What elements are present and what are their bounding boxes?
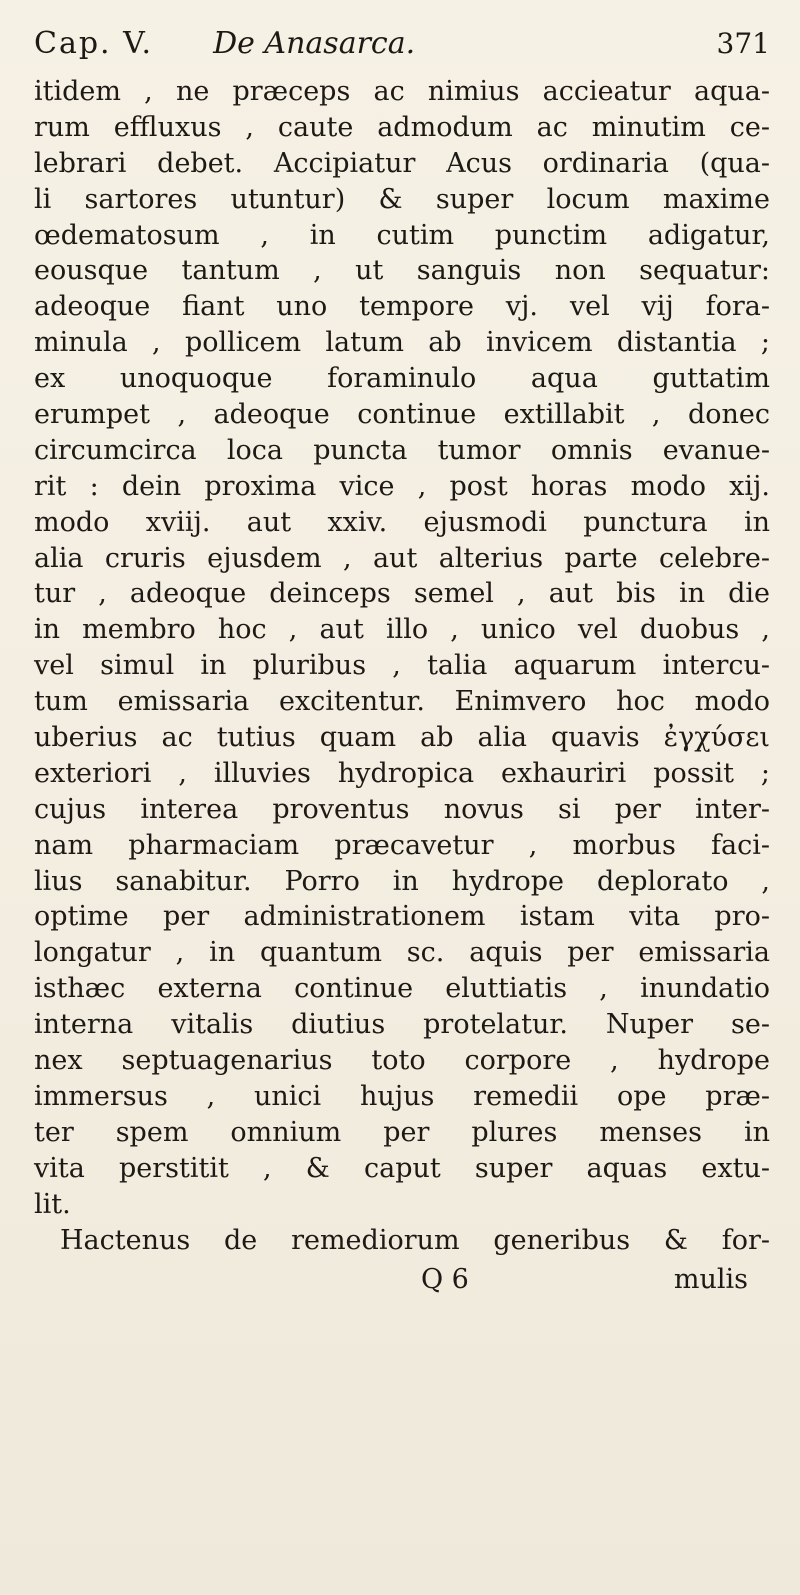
text-line: nam pharmaciam præcavetur , morbus faci- [34, 829, 770, 861]
text-line: itidem , ne præceps ac nimius accieatur aqua- [34, 76, 770, 107]
text-line-paragraph-end: lit. [34, 1188, 71, 1220]
text-line: vita perstitit , & caput super aquas extu- [34, 1152, 770, 1184]
text-line: circumcirca loca puncta tumor omnis evanue- [34, 434, 770, 466]
text-line: li sartores utuntur) & super locum maxime [34, 183, 770, 215]
text-line: modo xviij. aut xxiv. ejusmodi punctura in [34, 506, 770, 538]
page-footer [34, 1262, 770, 1298]
text-line: alia cruris ejusdem , aut alterius parte celebre- [34, 542, 770, 574]
text-line: immersus , unici hujus remedii ope præ- [34, 1080, 770, 1112]
text-line: nex septuagenarius toto corpore , hydrope [34, 1045, 770, 1077]
chapter-label: Cap. V. [34, 26, 154, 61]
running-title: De Anasarca. [213, 26, 416, 61]
text-line: vel simul in pluribus , talia aquarum intercu- [34, 650, 770, 682]
text-line: in membro hoc , aut illo , unico vel duobus , [34, 614, 770, 646]
signature-mark: Q 6 [420, 1264, 469, 1296]
text-line: adeoque fiant uno tempore vj. vel vij fora- [34, 291, 770, 323]
catchword: mulis [673, 1264, 748, 1296]
body-text [34, 74, 770, 1258]
text-line: interna vitalis diutius protelatur. Nuper se- [34, 1009, 770, 1041]
text-line: erumpet , adeoque continue extillabit , donec [34, 399, 770, 431]
text-line-new-paragraph: Hactenus de remediorum generibus & for- [60, 1224, 770, 1256]
text-line: rum effluxus , caute admodum ac minutim ce- [34, 111, 770, 143]
running-head [34, 18, 770, 74]
text-line: tum emissaria excitentur. Enimvero hoc modo [34, 686, 770, 718]
text-line: œdematosum , in cutim punctim adigatur, [34, 219, 770, 251]
text-line: longatur , in quantum sc. aquis per emissaria [34, 937, 770, 969]
text-line: lius sanabitur. Porro in hydrope deplorato , [34, 865, 770, 897]
text-line: cujus interea proventus novus si per inter- [34, 793, 770, 825]
text-line: ex unoquoque foraminulo aqua guttatim [34, 363, 770, 395]
text-line: minula , pollicem latum ab invicem distantia ; [34, 327, 770, 359]
page-number: 371 [716, 27, 770, 60]
text-line: optime per administrationem istam vita pro- [34, 901, 770, 933]
text-line: exteriori , illuvies hydropica exhauriri possit ; [34, 757, 770, 789]
text-line: rit : dein proxima vice , post horas modo xij. [34, 470, 770, 502]
text-line: eousque tantum , ut sanguis non sequatur: [34, 255, 770, 287]
text-line: lebrari debet. Accipiatur Acus ordinaria (qua- [34, 147, 770, 179]
text-line: tur , adeoque deinceps semel , aut bis in die [34, 578, 770, 610]
text-line: uberius ac tutius quam ab alia quavis ἐγχύσει [34, 722, 770, 754]
text-line: ter spem omnium per plures menses in [34, 1116, 770, 1148]
text-line: isthæc externa continue eluttiatis , inundatio [34, 973, 770, 1005]
